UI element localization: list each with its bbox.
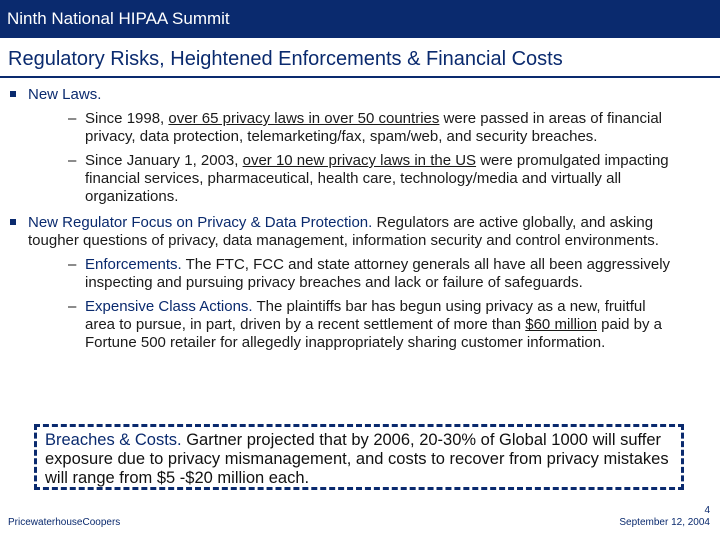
sub-text-underlined: over 65 privacy laws in over 50 countries <box>168 110 440 127</box>
bullet-text: Regulators are active globally, and asking tougher questions of privacy, data management, information security and control environments. <box>28 214 659 249</box>
page-title: Regulatory Risks, Heightened Enforcements & Financial Costs <box>8 48 563 70</box>
sub-bullet <box>28 110 702 146</box>
header-title: Ninth National HIPAA Summit <box>7 9 230 28</box>
callout-box <box>34 424 684 490</box>
sub-text-pre: Since January 1, 2003, <box>85 152 243 169</box>
footer-company: PricewaterhouseCoopers <box>8 517 121 528</box>
page-number: 4 <box>704 505 710 516</box>
sub-bullet-class-actions <box>28 298 702 352</box>
sub-bullet <box>28 152 702 206</box>
sub-text-pre: Since 1998, <box>85 110 169 127</box>
sub-bullet-enforcements <box>28 256 702 292</box>
sub-text-post: were promulgated impacting financial services, pharmaceutical, health care, technology/media and virtually all organizations. <box>85 152 669 205</box>
bullet-square-icon <box>10 219 16 225</box>
sub-text-post: paid by a Fortune 500 retailer for allegedly inappropriately sharing customer information. <box>85 316 663 351</box>
bullet-new-laws <box>0 86 720 206</box>
dash-icon: – <box>68 110 77 127</box>
sub-text-post: were passed in areas of financial privacy, data protection, telemarketing/fax, spam/web, and security breaches. <box>85 110 663 145</box>
sub-text: The FTC, FCC and state attorney generals all have all been aggressively inspecting and pursuing privacy breaches and lack or failure of safeguards. <box>85 256 671 291</box>
sub-text-underlined: $60 million <box>525 316 597 333</box>
bullet-lead: New Regulator Focus on Privacy & Data Protection. <box>28 214 373 231</box>
sub-lead: Expensive Class Actions. <box>85 298 253 315</box>
dash-icon: – <box>68 256 77 273</box>
sub-text-underlined: over 10 new privacy laws in the US <box>242 152 477 169</box>
header-bar <box>0 0 720 38</box>
footer-date: September 12, 2004 <box>619 517 710 528</box>
bullet-lead: New Laws. <box>28 86 102 103</box>
sub-lead: Enforcements. <box>85 256 182 273</box>
callout-body: Gartner projected that by 2006, 20-30% of Global 1000 will suffer exposure due to privacy mismanagement, and costs to recover from privacy mistakes will range from $5 -$20 million each. <box>45 431 669 487</box>
dash-icon: – <box>68 298 77 315</box>
callout-text <box>45 431 673 488</box>
callout-lead: Breaches & Costs. <box>45 431 182 449</box>
bullet-regulator-focus <box>0 214 720 352</box>
sub-text-pre: The plaintiffs bar has begun using privacy as a new, fruitful area to pursue, in part, driven by a recent settlement of more than <box>85 298 646 333</box>
bullet-square-icon <box>10 91 16 97</box>
title-divider <box>0 76 720 78</box>
slide-content <box>0 86 720 360</box>
dash-icon: – <box>68 152 77 169</box>
